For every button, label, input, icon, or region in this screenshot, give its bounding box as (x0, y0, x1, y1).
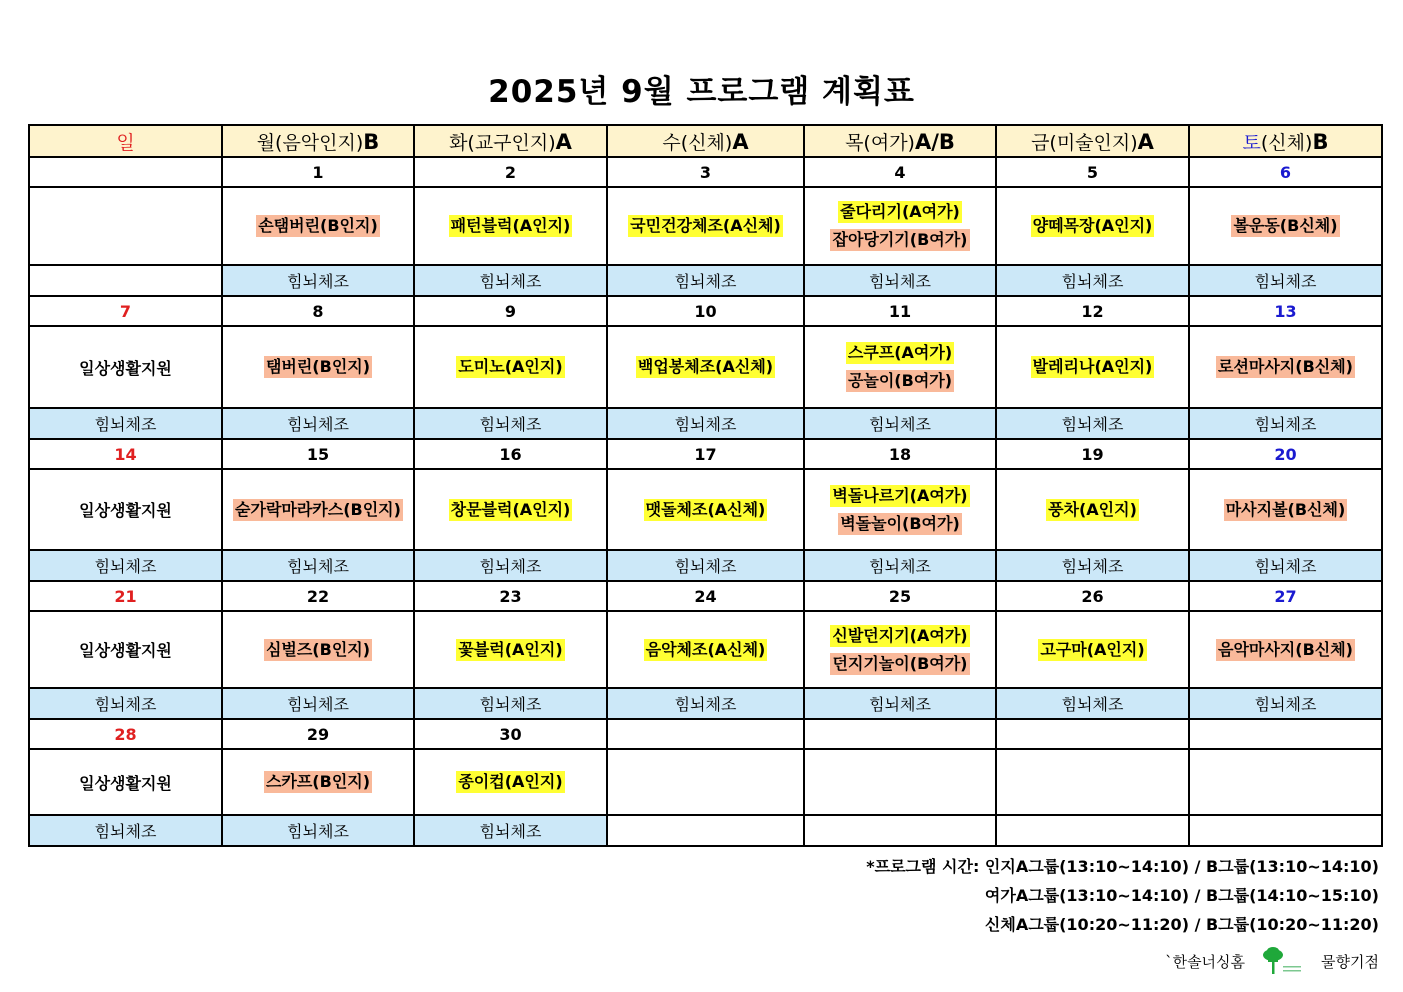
brain-exercise-row (29, 265, 1382, 296)
date-number: 18 (888, 444, 912, 464)
brain-exercise-label: 힘뇌체조 (1254, 557, 1317, 576)
brain-exercise-cell (996, 408, 1189, 439)
activity-item: 양떼목장(A인지) (1032, 216, 1153, 235)
date-cell (414, 439, 607, 469)
weekday-label: 화(교구인지) (449, 131, 556, 154)
activity-line (608, 636, 803, 664)
date-cell (1189, 157, 1382, 187)
activity-item: 스쿠프(A여가) (847, 343, 953, 362)
date-cell (222, 439, 414, 469)
date-number: 4 (894, 162, 906, 182)
activity-line (608, 353, 803, 381)
brain-exercise-label: 힘뇌체조 (287, 557, 349, 576)
activity-line (805, 482, 995, 510)
brain-exercise-cell (29, 688, 222, 719)
brain-exercise-cell (222, 815, 414, 846)
activity-line (805, 198, 995, 226)
weekday-header (29, 125, 222, 157)
date-cell (607, 719, 804, 749)
brain-exercise-label: 힘뇌체조 (869, 557, 931, 576)
date-cell (804, 581, 996, 611)
activity-line (805, 226, 995, 254)
brain-exercise-cell (1189, 408, 1382, 439)
brain-exercise-label: 힘뇌체조 (479, 557, 542, 576)
activity-line (997, 212, 1188, 240)
date-cell (1189, 719, 1382, 749)
date-cell (29, 439, 222, 469)
date-number: 13 (1274, 301, 1297, 321)
brain-exercise-label: 힘뇌체조 (94, 822, 157, 841)
weekday-header (996, 125, 1189, 157)
date-cell (414, 296, 607, 326)
activity-row (29, 749, 1382, 815)
date-number: 16 (499, 444, 522, 464)
group-label: B (363, 129, 380, 154)
brain-exercise-cell (222, 688, 414, 719)
brain-exercise-label: 힘뇌체조 (674, 557, 737, 576)
date-cell (607, 439, 804, 469)
activity-cell (607, 469, 804, 550)
brain-exercise-label: 힘뇌체조 (869, 415, 931, 434)
activity-cell (29, 749, 222, 815)
group-label: B (1312, 129, 1329, 154)
date-number: 6 (1279, 162, 1292, 182)
brain-exercise-label: 힘뇌체조 (94, 695, 157, 714)
date-number: 22 (306, 586, 330, 606)
brain-exercise-cell (29, 265, 222, 296)
weekday-header (1189, 125, 1382, 157)
date-cell (996, 296, 1189, 326)
activity-row (29, 187, 1382, 265)
date-number: 1 (312, 162, 324, 182)
branch-name: 물향기점 (1321, 952, 1379, 971)
date-cell (996, 581, 1189, 611)
note-line: *프로그램 시간: 인지A그룹(13:10~14:10) / B그룹(13:10~14:10) (866, 857, 1379, 876)
brain-exercise-cell (804, 550, 996, 581)
activity-item: 꽃블럭(A인지) (458, 639, 563, 659)
brain-exercise-cell (804, 815, 996, 846)
brain-exercise-cell (414, 408, 607, 439)
activity-cell (996, 469, 1189, 550)
activity-line (415, 636, 606, 664)
date-cell (607, 581, 804, 611)
activity-item: 마사지볼(B신체) (1225, 499, 1346, 519)
activity-line (223, 636, 413, 664)
brain-exercise-label: 힘뇌체조 (1254, 272, 1317, 291)
activity-cell (996, 611, 1189, 688)
activity-item: 음악체조(A신체) (645, 639, 766, 659)
brain-exercise-label: 힘뇌체조 (479, 822, 542, 841)
activity-cell (607, 326, 804, 408)
activity-item: 창문블럭(A인지) (450, 499, 571, 519)
brain-exercise-cell (414, 265, 607, 296)
weekday-label: 월(음악인지) (256, 131, 364, 154)
date-number: 19 (1081, 444, 1104, 464)
brain-exercise-cell (29, 408, 222, 439)
activity-item: 던지기놀이(B여가) (832, 653, 968, 673)
activity-row (29, 326, 1382, 408)
brain-exercise-cell (414, 815, 607, 846)
activity-cell (804, 187, 996, 265)
activity-line (223, 768, 413, 796)
activity-cell (1189, 326, 1382, 408)
brain-exercise-label: 힘뇌체조 (479, 272, 542, 291)
activity-item: 백업봉체조(A신체) (637, 357, 774, 376)
date-cell (996, 719, 1189, 749)
date-number: 3 (699, 162, 712, 182)
brain-exercise-cell (607, 815, 804, 846)
date-number: 15 (306, 444, 330, 464)
date-number: 26 (1081, 586, 1104, 606)
activity-line (223, 496, 413, 524)
date-cell (29, 719, 222, 749)
brain-exercise-cell (414, 550, 607, 581)
brain-exercise-label: 힘뇌체조 (674, 415, 737, 434)
weekday-header (414, 125, 607, 157)
brain-exercise-cell (1189, 550, 1382, 581)
activity-cell (804, 469, 996, 550)
activity-line (997, 636, 1188, 664)
date-number: 25 (888, 586, 912, 606)
activity-item: 벽돌놀이(B여가) (840, 513, 960, 533)
activity-cell (414, 611, 607, 688)
brain-exercise-cell (607, 408, 804, 439)
note-line: 여가A그룹(13:10~14:10) / B그룹(14:10~15:10) (984, 886, 1379, 905)
activity-item: 탬버린(B인지) (265, 357, 371, 376)
activity-line (805, 339, 995, 367)
brain-exercise-label: 힘뇌체조 (287, 822, 349, 841)
brain-exercise-cell (996, 815, 1189, 846)
activity-item: 잡아당기기(B여가) (832, 230, 968, 249)
activity-cell (222, 611, 414, 688)
date-cell (29, 296, 222, 326)
activity-line (608, 496, 803, 524)
weekday-suffix: (신체) (1260, 131, 1313, 154)
date-number: 8 (312, 301, 324, 321)
date-number: 9 (504, 301, 517, 321)
brain-exercise-label: 힘뇌체조 (674, 272, 737, 291)
note-line: 신체A그룹(10:20~11:20) / B그룹(10:20~11:20) (984, 915, 1379, 934)
weekday-label: 수(신체) (662, 131, 733, 154)
activity-line (415, 353, 606, 381)
date-number: 30 (499, 724, 522, 744)
brain-exercise-label: 힘뇌체조 (287, 272, 349, 291)
date-number: 14 (114, 444, 137, 464)
date-cell (414, 581, 607, 611)
date-number: 10 (694, 301, 717, 321)
weekday-label: 토 (1242, 131, 1261, 154)
brain-exercise-cell (996, 550, 1189, 581)
date-cell (222, 581, 414, 611)
activity-cell (804, 611, 996, 688)
date-cell (414, 157, 607, 187)
activity-line (1190, 212, 1381, 240)
date-cell (1189, 439, 1382, 469)
activity-cell (222, 326, 414, 408)
date-cell (222, 157, 414, 187)
activity-item: 로션마사지(B신체) (1217, 357, 1353, 376)
brain-exercise-label: 힘뇌체조 (94, 415, 157, 434)
date-number: 17 (694, 444, 717, 464)
date-number: 20 (1274, 444, 1297, 464)
date-cell (804, 296, 996, 326)
activity-cell (1189, 749, 1382, 815)
activity-item: 신발던지기(A여가) (832, 625, 968, 645)
date-number: 11 (888, 301, 912, 321)
activity-cell (29, 187, 222, 265)
activity-row (29, 611, 1382, 688)
activity-line (1190, 496, 1381, 524)
tree-logo-icon (1261, 946, 1305, 976)
activity-cell (414, 187, 607, 265)
daily-support-label: 일상생활지원 (79, 501, 172, 520)
brain-exercise-cell (1189, 815, 1382, 846)
activity-line (30, 498, 221, 521)
brain-exercise-cell (222, 550, 414, 581)
activity-line (805, 367, 995, 395)
date-number: 29 (306, 724, 330, 744)
activity-item: 스카프(B인지) (265, 772, 371, 791)
date-cell (222, 296, 414, 326)
activity-item: 국민건강체조(A신체) (630, 216, 781, 235)
date-cell (996, 157, 1189, 187)
date-cell (1189, 296, 1382, 326)
date-number: 23 (499, 586, 522, 606)
activity-line (30, 638, 221, 661)
activity-cell (1189, 187, 1382, 265)
brain-exercise-cell (996, 688, 1189, 719)
activity-line (805, 510, 995, 538)
date-number: 24 (694, 586, 717, 606)
weekday-label: 금(미술인지) (1031, 131, 1138, 154)
activity-cell (222, 749, 414, 815)
brain-exercise-label: 힘뇌체조 (1061, 415, 1124, 434)
date-cell (804, 157, 996, 187)
activity-item: 공놀이(B여가) (847, 371, 953, 390)
activity-item: 볼운동(B신체) (1233, 216, 1338, 235)
brain-exercise-row (29, 408, 1382, 439)
activity-cell (29, 469, 222, 550)
activity-line (1190, 636, 1381, 664)
org-name: `한솔너싱홈 (1165, 952, 1246, 971)
activity-line (608, 212, 803, 240)
date-number: 7 (119, 301, 132, 321)
date-row (29, 439, 1382, 469)
weekday-header (222, 125, 414, 157)
brain-exercise-cell (804, 265, 996, 296)
group-label: A (1137, 129, 1154, 154)
brain-exercise-label: 힘뇌체조 (287, 695, 349, 714)
brain-exercise-cell (607, 550, 804, 581)
activity-line (415, 496, 606, 524)
activity-item: 고구마(A인지) (1040, 639, 1145, 659)
activity-cell (804, 326, 996, 408)
activity-line (805, 622, 995, 650)
brain-exercise-label: 힘뇌체조 (1254, 415, 1317, 434)
date-number: 21 (114, 586, 137, 606)
activity-cell (29, 326, 222, 408)
activity-item: 심벌즈(B인지) (265, 639, 371, 659)
activity-cell (996, 187, 1189, 265)
program-time-notes (866, 852, 1379, 939)
activity-item: 음악마사지(B신체) (1217, 639, 1353, 659)
brain-exercise-cell (607, 265, 804, 296)
date-cell (996, 439, 1189, 469)
date-cell (804, 719, 996, 749)
brain-exercise-row (29, 550, 1382, 581)
daily-support-label: 일상생활지원 (79, 358, 172, 378)
date-number: 2 (504, 162, 517, 182)
activity-line (30, 771, 221, 794)
date-number: 12 (1081, 301, 1104, 321)
activity-line (223, 353, 413, 381)
group-label: A (732, 129, 749, 154)
date-row (29, 296, 1382, 326)
activity-line (415, 768, 606, 796)
date-number: 27 (1274, 586, 1297, 606)
activity-item: 손탬버린(B인지) (258, 216, 378, 235)
brain-exercise-label: 힘뇌체조 (1254, 695, 1317, 714)
activity-line (997, 496, 1188, 524)
date-row (29, 581, 1382, 611)
date-number: 28 (114, 724, 137, 744)
brain-exercise-cell (1189, 265, 1382, 296)
weekday-header (607, 125, 804, 157)
activity-line (223, 212, 413, 240)
date-cell (607, 157, 804, 187)
activity-line (30, 356, 221, 379)
brain-exercise-label: 힘뇌체조 (479, 695, 542, 714)
brain-exercise-label: 힘뇌체조 (1061, 272, 1124, 291)
brain-exercise-label: 힘뇌체조 (674, 695, 737, 714)
activity-cell (607, 187, 804, 265)
brain-exercise-cell (222, 265, 414, 296)
activity-item: 숟가락마라카스(B인지) (235, 499, 401, 519)
activity-item: 도미노(A인지) (458, 357, 563, 376)
activity-item: 줄다리기(A여가) (840, 202, 960, 221)
brain-exercise-cell (414, 688, 607, 719)
date-row (29, 719, 1382, 749)
activity-cell (414, 469, 607, 550)
date-number: 5 (1086, 162, 1099, 182)
activity-cell (607, 611, 804, 688)
brain-exercise-row (29, 815, 1382, 846)
brain-exercise-label: 힘뇌체조 (479, 415, 542, 434)
group-label: A (555, 129, 572, 154)
activity-item: 패턴블럭(A인지) (450, 216, 571, 235)
brain-exercise-label: 힘뇌체조 (94, 557, 157, 576)
program-calendar (28, 124, 1383, 847)
brain-exercise-cell (996, 265, 1189, 296)
brain-exercise-label: 힘뇌체조 (1061, 557, 1124, 576)
activity-item: 맷돌체조(A신체) (645, 499, 766, 519)
group-label: A/B (914, 129, 955, 154)
activity-cell (222, 469, 414, 550)
activity-cell (414, 749, 607, 815)
footer (1165, 946, 1379, 976)
page-title: 2025년 9월 프로그램 계획표 (488, 74, 915, 110)
date-cell (804, 439, 996, 469)
date-cell (1189, 581, 1382, 611)
brain-exercise-cell (607, 688, 804, 719)
weekday-header (804, 125, 996, 157)
date-cell (29, 581, 222, 611)
activity-cell (29, 611, 222, 688)
activity-item: 발레리나(A인지) (1032, 357, 1153, 376)
activity-item: 종이컵(A인지) (458, 772, 563, 791)
activity-line (805, 650, 995, 678)
weekday-label: 일 (116, 131, 135, 154)
activity-cell (607, 749, 804, 815)
weekday-header-row (29, 125, 1382, 157)
brain-exercise-cell (1189, 688, 1382, 719)
activity-cell (996, 749, 1189, 815)
weekday-label: 목(여가) (845, 131, 915, 154)
activity-item: 풍차(A인지) (1048, 499, 1137, 519)
brain-exercise-cell (804, 688, 996, 719)
activity-cell (222, 187, 414, 265)
brain-exercise-label: 힘뇌체조 (287, 415, 349, 434)
brain-exercise-cell (804, 408, 996, 439)
brain-exercise-cell (29, 815, 222, 846)
date-cell (607, 296, 804, 326)
brain-exercise-cell (222, 408, 414, 439)
activity-item: 벽돌나르기(A여가) (832, 485, 968, 505)
activity-line (415, 212, 606, 240)
activity-cell (996, 326, 1189, 408)
brain-exercise-label: 힘뇌체조 (1061, 695, 1124, 714)
date-cell (414, 719, 607, 749)
daily-support-label: 일상생활지원 (79, 641, 172, 660)
activity-cell (1189, 469, 1382, 550)
activity-cell (804, 749, 996, 815)
brain-exercise-label: 힘뇌체조 (869, 272, 931, 291)
brain-exercise-label: 힘뇌체조 (869, 695, 931, 714)
daily-support-label: 일상생활지원 (79, 773, 172, 793)
activity-cell (1189, 611, 1382, 688)
activity-row (29, 469, 1382, 550)
brain-exercise-row (29, 688, 1382, 719)
date-row (29, 157, 1382, 187)
activity-cell (414, 326, 607, 408)
activity-line (1190, 353, 1381, 381)
date-cell (29, 157, 222, 187)
date-cell (222, 719, 414, 749)
activity-line (997, 353, 1188, 381)
brain-exercise-cell (29, 550, 222, 581)
